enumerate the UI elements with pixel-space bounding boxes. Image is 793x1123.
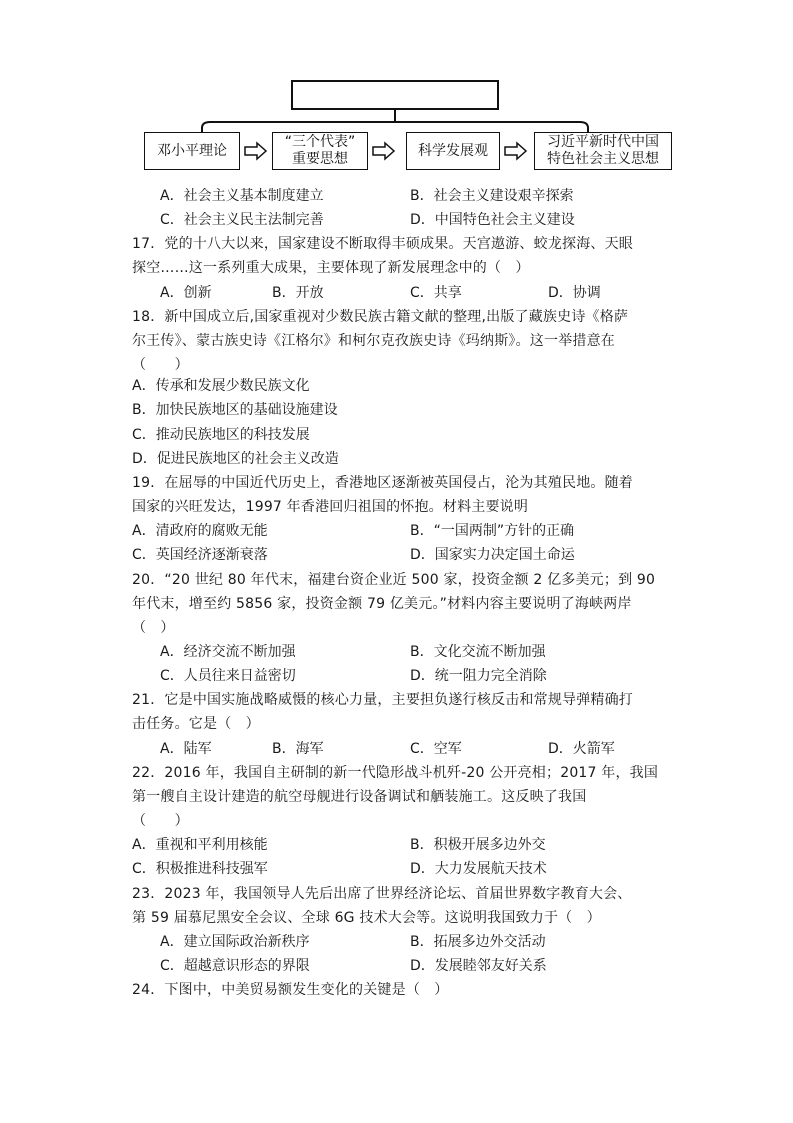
q22-option-a: A．重视和平利用核能 (132, 837, 268, 853)
q20-option-d: D．统一阻力完全消除 (410, 668, 547, 684)
q16-option-d: D．中国特色社会主义建设 (410, 212, 575, 228)
chain-box-three-represents (272, 132, 368, 170)
q18-option-c: C．推动民族地区的科技发展 (132, 427, 310, 443)
q16-option-c: C．社会主义民主法制完善 (160, 212, 324, 228)
q21-option-c: C．空军 (410, 741, 462, 757)
q17-option-c: C．共享 (410, 285, 462, 301)
q19-option-d: D．国家实力决定国土命运 (410, 547, 575, 563)
q19-stem-line: 国家的兴旺发达，1997 年香港回归祖国的怀抱。材料主要说明 (132, 499, 529, 515)
q22-stem-line: 第一艘自主设计建造的航空母舰进行设备调试和舾装施工。这反映了我国 (132, 789, 587, 805)
q18-option-b: B．加快民族地区的基础设施建设 (132, 402, 338, 418)
right-arrow-icon (504, 141, 528, 161)
q18-option-d: D．促进民族地区的社会主义改造 (132, 451, 339, 467)
chain-box-label: 重要思想 (292, 151, 348, 167)
q17-option-a: A．创新 (160, 285, 212, 301)
chain-box-label: 邓小平理论 (157, 142, 227, 159)
q19-option-c: C．英国经济逐渐衰落 (132, 547, 268, 563)
q16-option-a: A．社会主义基本制度建立 (160, 188, 324, 204)
q18-stem-line: 尔王传》、蒙古族史诗《江格尔》和柯尔克孜族史诗《玛纳斯》。这一举措意在 (132, 333, 615, 349)
q21-stem-line: 21．它是中国实施战略威慑的核心力量，主要担负遂行核反击和常规导弹精确打 (132, 692, 634, 708)
q22-option-d: D．大力发展航天技术 (410, 861, 547, 877)
right-arrow-icon (372, 141, 396, 161)
q22-option-b: B．积极开展多边外交 (410, 837, 546, 853)
chain-box-label: 习近平新时代中国 (547, 134, 659, 150)
q19-option-a: A．清政府的腐败无能 (132, 523, 268, 539)
q22-stem-line: （ ） (132, 813, 189, 829)
q24-stem-line: 24．下图中，中美贸易额发生变化的关键是（ ） (132, 982, 449, 998)
q18-stem-line: （ ） (132, 357, 189, 373)
q21-option-d: D．火箭军 (548, 741, 615, 757)
q18-stem-line: 18．新中国成立后,国家重视对少数民族古籍文献的整理,出版了藏族史诗《格萨 (132, 309, 629, 325)
q22-option-c: C．积极推进科技强军 (132, 861, 268, 877)
q23-option-d: D．发展睦邻友好关系 (410, 958, 547, 974)
q23-option-a: A．建立国际政治新秩序 (160, 934, 310, 950)
q20-option-a: A．经济交流不断加强 (160, 644, 296, 660)
q21-option-b: B．海军 (272, 741, 324, 757)
q23-option-b: B．拓展多边外交活动 (410, 934, 546, 950)
q23-stem-line: 第 59 届慕尼黑安全会议、全球 6G 技术大会等。这说明我国致力于（ ） (132, 910, 601, 926)
chain-box-label: “三个代表” (284, 134, 356, 150)
q23-option-c: C．超越意识形态的界限 (160, 958, 310, 974)
right-arrow-icon (244, 141, 268, 161)
q20-stem-line: 20．“20 世纪 80 年代末，福建台资企业近 500 家，投资金额 2 亿多美元；到 90 (132, 572, 656, 588)
q20-stem-line: 年代末，增至约 5856 家，投资金额 79 亿美元。”材料内容主要说明了海峡两岸 (132, 596, 632, 612)
q17-stem-line: 17．党的十八大以来，国家建设不断取得丰硕成果。天宫遨游、蛟龙探海、天眼 (132, 236, 634, 252)
q17-option-d: D．协调 (548, 285, 601, 301)
q19-stem-line: 19．在屈辱的中国近代历史上，香港地区逐渐被英国侵占，沦为其殖民地。随着 (132, 475, 634, 491)
q16-option-b: B．社会主义建设艰辛探索 (410, 188, 574, 204)
q20-stem-line: （ ） (132, 620, 175, 636)
chain-box-scientific-outlook (406, 132, 500, 170)
chain-box-label: 科学发展观 (418, 142, 488, 159)
chain-box-label: 特色社会主义思想 (547, 151, 659, 167)
bracket-connector (140, 78, 680, 138)
chain-box-deng (144, 132, 240, 170)
q23-stem-line: 23．2023 年，我国领导人先后出席了世界经济论坛、首届世界数字教育大会、 (132, 886, 632, 902)
chain-box-xi-thought (534, 132, 672, 170)
theory-flow-diagram (140, 78, 680, 174)
q17-option-b: B．开放 (272, 285, 324, 301)
q18-option-a: A．传承和发展少数民族文化 (132, 378, 310, 394)
q20-option-c: C．人员往来日益密切 (160, 668, 296, 684)
q20-option-b: B．文化交流不断加强 (410, 644, 546, 660)
q17-stem-line: 探空……这一系列重大成果，主要体现了新发展理念中的（ ） (132, 260, 530, 276)
q21-stem-line: 击任务。它是（ ） (132, 716, 260, 732)
q22-stem-line: 22．2016 年，我国自主研制的新一代隐形战斗机歼-20 公开亮相；2017 年，我国 (132, 765, 659, 781)
q21-option-a: A．陆军 (160, 741, 212, 757)
q19-option-b: B．“一国两制”方针的正确 (410, 523, 575, 539)
